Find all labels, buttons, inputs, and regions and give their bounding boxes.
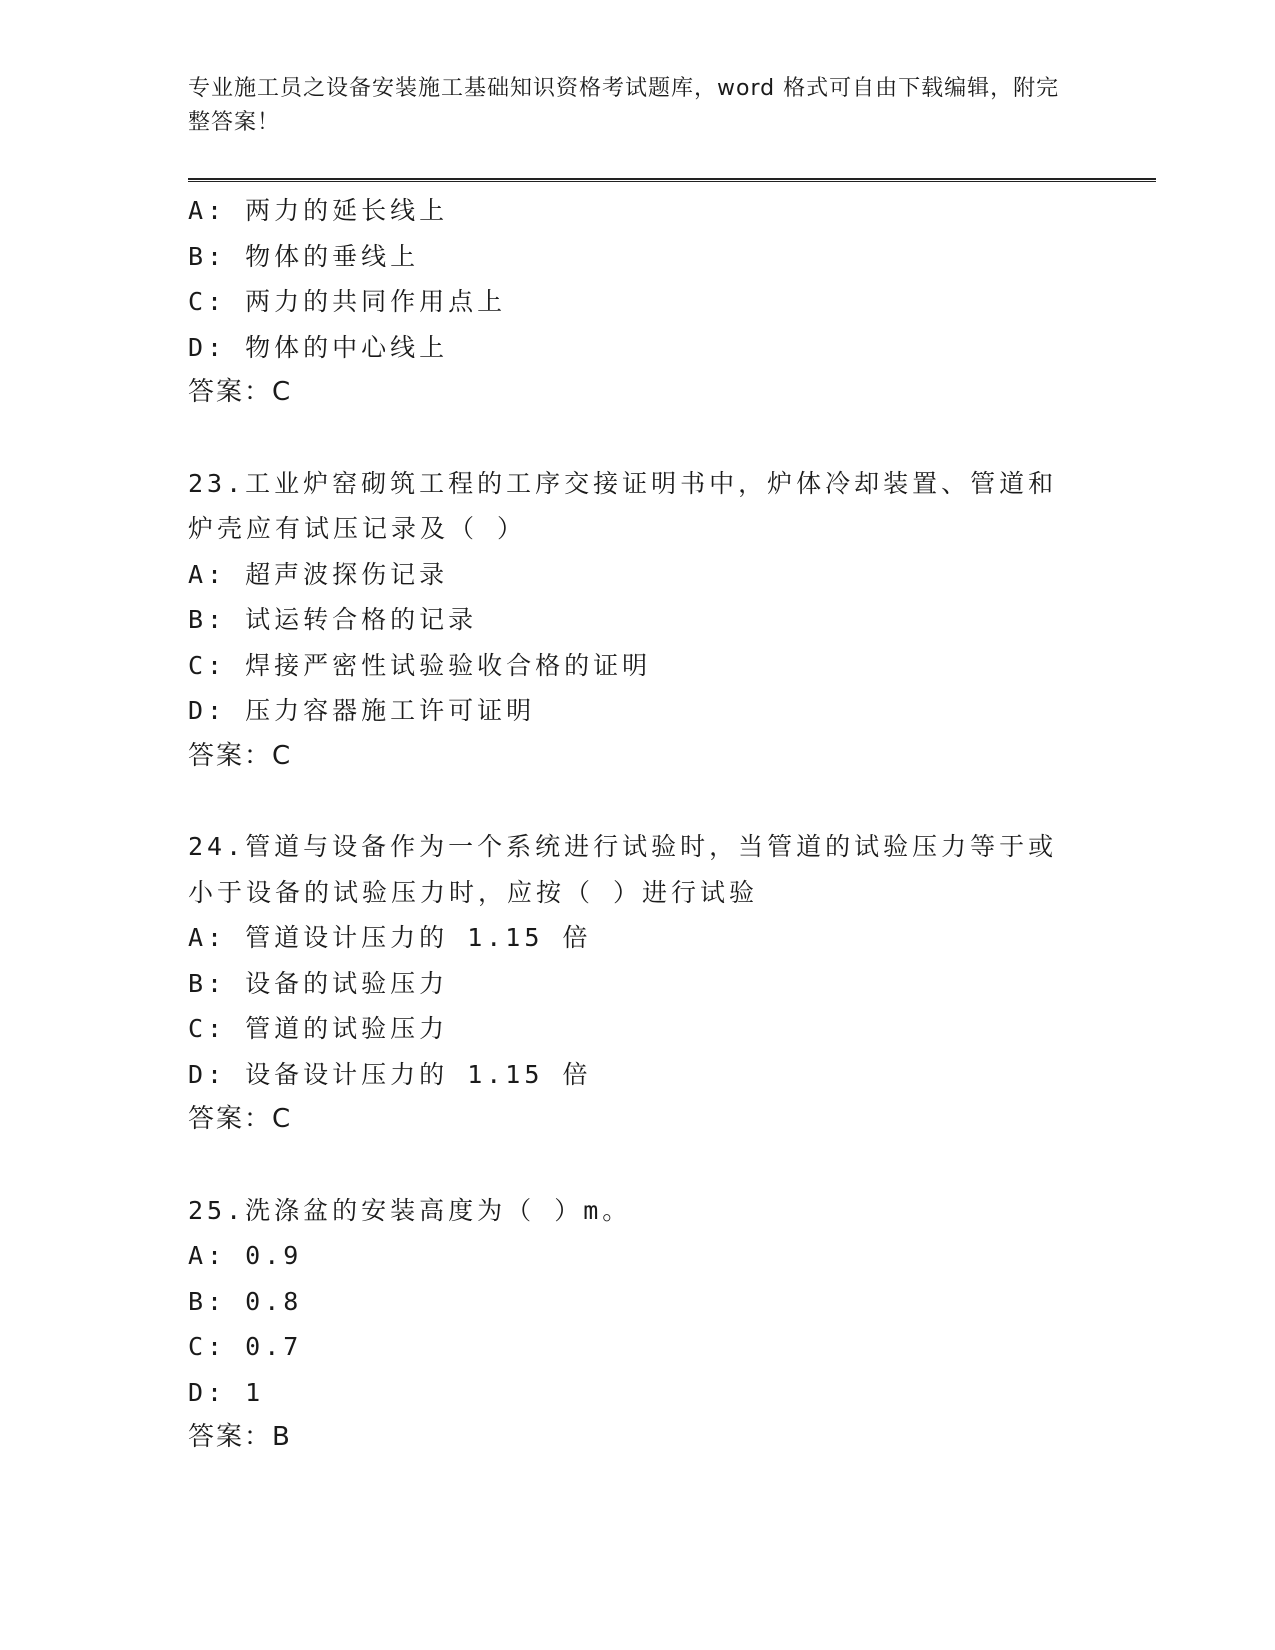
question-25-block (188, 1188, 1068, 1461)
option-b: B: 0.8 (188, 1286, 303, 1316)
option-d: D: 设备设计压力的 1.15 倍 (188, 1059, 592, 1089)
answer-line: 答案：B (188, 1422, 292, 1452)
option-a: A: 两力的延长线上 (188, 196, 449, 225)
option-d: D: 压力容器施工许可证明 (188, 696, 536, 725)
question-text: 25.洗涤盆的安装高度为（ ）m。 (188, 1195, 632, 1225)
question-22-block (188, 188, 1068, 416)
option-b: B: 物体的垂线上 (188, 241, 420, 271)
option-a: A: 超声波探伤记录 (188, 559, 449, 589)
option-a: A: 管道设计压力的 1.15 倍 (188, 923, 592, 952)
question-23-block (188, 461, 1068, 780)
answer-line: 答案：C (188, 740, 293, 771)
option-c: C: 管道的试验压力 (188, 1014, 449, 1043)
option-a: A: 0.9 (188, 1241, 303, 1270)
option-d: D: 物体的中心线上 (188, 332, 449, 362)
question-text: 23.工业炉窑砌筑工程的工序交接证明书中，炉体冷却装置、管道和炉壳应有试压记录及（ ） (188, 468, 1058, 543)
document-header: 专业施工员之设备安装施工基础知识资格考试题库，word 格式可自由下载编辑，附完整答案！ (188, 76, 1060, 135)
option-c: C: 0.7 (188, 1332, 303, 1361)
option-b: B: 试运转合格的记录 (188, 605, 478, 634)
document-body (188, 188, 1068, 1461)
question-text: 24.管道与设备作为一个系统进行试验时，当管道的试验压力等于或小于设备的试验压力时，应按（ ）进行试验 (188, 832, 1058, 907)
question-24-block (188, 824, 1068, 1143)
option-b: B: 设备的试验压力 (188, 968, 449, 998)
option-c: C: 焊接严密性试验验收合格的证明 (188, 650, 652, 680)
answer-line: 答案：C (188, 377, 293, 407)
answer-line: 答案：C (188, 1104, 293, 1134)
option-d: D: 1 (188, 1377, 265, 1407)
option-c: C: 两力的共同作用点上 (188, 287, 507, 316)
header-divider (188, 178, 1156, 182)
